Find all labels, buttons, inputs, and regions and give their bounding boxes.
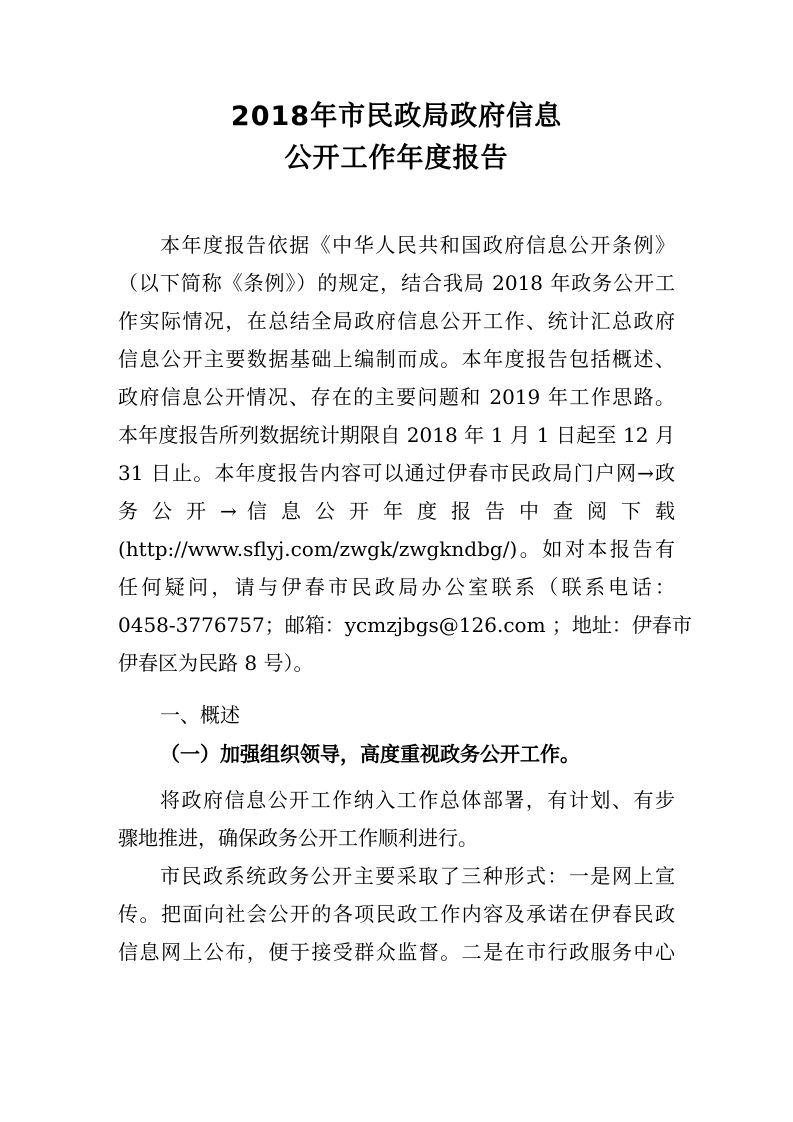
paragraph-line: 市民政系统政务公开主要采取了三种形式：一是网上宣 <box>160 864 675 888</box>
intro-line: 作实际情况，在总结全局政府信息公开工作、统计汇总政府 <box>118 309 675 333</box>
paragraph-line: 骤地推进，确保政务公开工作顺利进行。 <box>118 826 478 850</box>
intro-line: 0458-3776757；邮箱：ycmzjbgs@126.com ；地址：伊春市 <box>118 613 692 637</box>
intro-line: 任何疑问，请与伊春市民政局办公室联系（联系电话： <box>118 575 675 599</box>
paragraph-line: 信息网上公布，便于接受群众监督。二是在市行政服务中心 <box>118 940 675 964</box>
paragraph-line: 将政府信息公开工作纳入工作总体部署，有计划、有步 <box>160 788 675 812</box>
intro-line: 31 日止。本年度报告内容可以通过伊春市民政局门户网→政 <box>118 461 675 485</box>
intro-line: (http://www.sflyj.com/zwgk/zwgkndbg/)。如对本报告有 <box>118 537 675 561</box>
intro-line: 伊春区为民路 8 号）。 <box>118 651 314 675</box>
intro-line: 本年度报告依据《中华人民共和国政府信息公开条例》 <box>160 233 675 257</box>
section-heading: 一、概述 <box>160 703 240 727</box>
subsection-heading: （一）加强组织领导，高度重视政务公开工作。 <box>160 742 580 766</box>
intro-line: 信息公开主要数据基础上编制而成。本年度报告包括概述、 <box>118 347 675 371</box>
document-title-line-1: 2018年市民政局政府信息 <box>230 101 563 132</box>
intro-line: 务 公 开 → 信 息 公 开 年 度 报 告 中 查 阅 下 载 <box>118 499 675 523</box>
intro-line: （以下简称《条例》）的规定，结合我局 2018 年政务公开工 <box>118 271 675 295</box>
paragraph-line: 传。把面向社会公开的各项民政工作内容及承诺在伊春民政 <box>118 902 675 926</box>
intro-line: 本年度报告所列数据统计期限自 2018 年 1 月 1 日起至 12 月 <box>118 423 675 447</box>
intro-line: 政府信息公开情况、存在的主要问题和 2019 年工作思路。 <box>118 385 675 409</box>
document-title-line-2: 公开工作年度报告 <box>284 143 509 174</box>
